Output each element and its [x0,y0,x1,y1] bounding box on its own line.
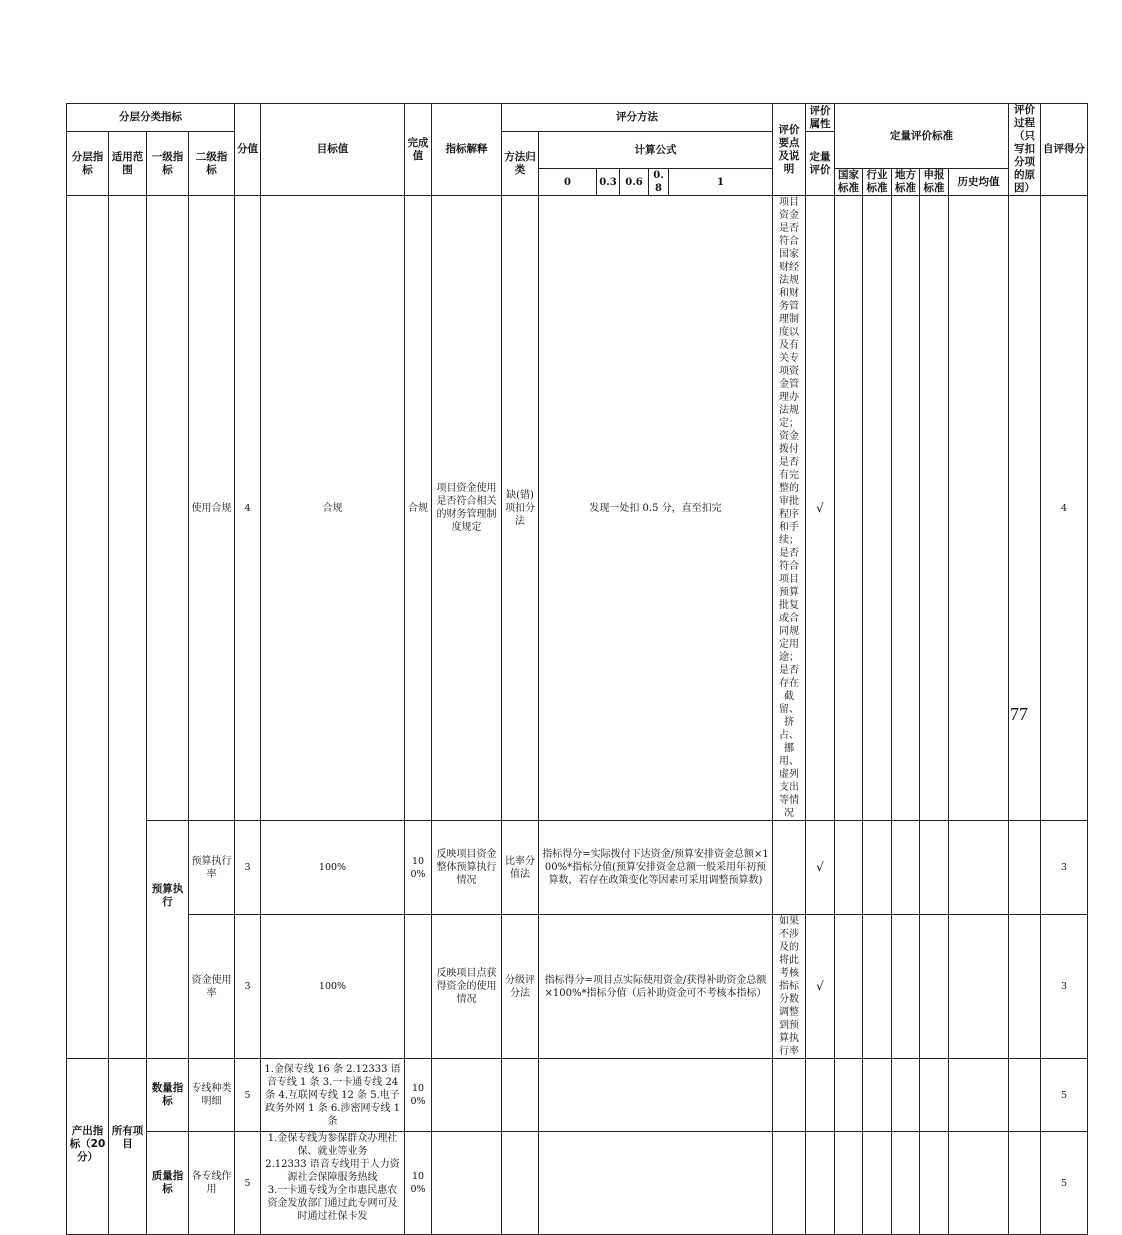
formula-cell: 指标得分=实际拨付下达资金/预算安排资金总额×100%*指标分值(预算安排资金总额一般采用年初预算数，若存在政策变化等因素可采用调整预算数) [539,821,773,915]
evaluation-table [66,103,1088,1235]
self-score-cell: 3 [1041,821,1088,915]
standard-historical-header: 历史均值 [949,169,1009,196]
level2-header: 二级指标 [189,132,235,196]
explanation-header: 指标解释 [432,104,502,196]
formula-point-0: 0 [539,169,597,196]
level2-cell: 资金使用率 [189,915,235,1059]
standard-national-header: 国家标准 [835,169,863,196]
explanation-cell: 反映项目点获得资金的使用情况 [432,915,502,1059]
score-header: 分值 [235,104,261,196]
self-score-header: 自评得分 [1041,104,1088,196]
score-cell: 4 [235,196,261,821]
completion-cell: 合规 [405,196,432,821]
target-line: 3.一卡通专线为全市惠民惠农资金发放部门通过此专网可及时通过社保卡发 [267,1185,398,1222]
key-points-header: 评价要点及说明 [773,104,806,196]
level2-cell: 使用合规 [189,196,235,821]
target-cell [261,1132,405,1235]
quantitative-check-mark: √ [806,915,835,1059]
completion-cell: 100% [405,1132,432,1235]
completion-cell: 100% [405,821,432,915]
quantitative-header: 定量评价 [806,132,835,196]
formula-point-2: 0.6 [620,169,649,196]
standard-industry-header: 行业标准 [863,169,892,196]
formula-point-4: 1 [669,169,773,196]
formula-point-3: 0.8 [649,169,669,196]
formula-header: 计算公式 [539,132,773,169]
level1-cell: 数量指标 [147,1059,189,1132]
scope-cell-empty [109,196,147,1059]
method-type-header: 方法归类 [502,132,539,196]
table-row [67,196,1088,821]
self-score-cell: 3 [1041,915,1088,1059]
score-cell: 3 [235,821,261,915]
attribute-header: 评价属性 [806,104,835,132]
quantitative-check-mark: √ [806,821,835,915]
layer-cell-empty [67,196,109,1059]
self-score-cell: 4 [1041,196,1088,821]
table-row [67,1059,1088,1132]
target-cell: 合规 [261,196,405,821]
level1-header: 一级指标 [147,132,189,196]
target-cell: 100% [261,915,405,1059]
table-row [67,821,1088,915]
score-cell: 5 [235,1132,261,1235]
target-value-header: 目标值 [261,104,405,196]
self-score-cell: 5 [1041,1132,1088,1235]
self-score-cell: 5 [1041,1059,1088,1132]
method-cell: 分级评分法 [502,915,539,1059]
formula-cell: 发现一处扣 0.5 分，直至扣完 [539,196,773,821]
formula-cell: 指标得分=项目点实际使用资金/获得补助资金总额×100%*指标分值（后补助资金可不考核本指标） [539,915,773,1059]
level1-cell: 质量指标 [147,1132,189,1235]
level2-cell: 专线种类明细 [189,1059,235,1132]
method-cell: 比率分值法 [502,821,539,915]
target-cell: 1.金保专线 16 条 2.12333 语音专线 1 条 3.一卡通专线 24 条 4.互联网专线 12 条 5.电子政务外网 1 条 6.涉密网专线 1 条 [261,1059,405,1132]
completion-value-header: 完成值 [405,104,432,196]
scope-header: 适用范围 [109,132,147,196]
layer-indicator-header: 分层指标 [67,132,109,196]
key-points-cell: 如果不涉及的将此考核指标分数调整到预算执行率 [773,915,806,1059]
table-row [67,1132,1088,1235]
method-group-header: 评分方法 [502,104,773,132]
level2-cell: 各专线作用 [189,1132,235,1235]
group-indicator-header: 分层分类指标 [67,104,235,132]
level1-cell-empty [147,196,189,821]
level1-cell: 预算执行 [147,821,189,1059]
target-line: 1.金保专线为参保群众办理社保、就业等业务 [267,1133,398,1157]
standard-declared-header: 申报标准 [920,169,949,196]
table-row [67,915,1088,1059]
target-line: 2.12333 语音专线用于人力资源社会保障服务热线 [265,1159,400,1183]
explanation-cell: 项目资金使用是否符合相关的财务管理制度规定 [432,196,502,821]
target-cell: 100% [261,821,405,915]
layer-cell: 产出指标（20分） [67,1059,109,1235]
scope-cell: 所有项目 [109,1059,147,1235]
score-cell: 3 [235,915,261,1059]
standard-local-header: 地方标准 [892,169,920,196]
level2-cell: 预算执行率 [189,821,235,915]
explanation-cell: 反映项目资金整体预算执行情况 [432,821,502,915]
quantitative-check-mark: √ [806,196,835,821]
completion-cell: 100% [405,1059,432,1132]
key-points-cell [773,821,806,915]
completion-cell [405,915,432,1059]
key-points-cell: 项目资金是否符合国家财经法规和财务管理制度以及有关专项资金管理办法规定；资金拨付是否有完整的审批程序和手续；是否符合项目预算批复或合同规定用途；是否存在截留、挤占、挪用、虚列支出等情况 [773,196,806,821]
process-header: 评价过程（只写扣分项的原因） [1009,104,1041,196]
quant-standard-header: 定量评价标准 [835,104,1009,169]
page-number: 77 [1010,704,1028,724]
method-cell: 缺(错)项扣分法 [502,196,539,821]
score-cell: 5 [235,1059,261,1132]
formula-point-1: 0.3 [597,169,620,196]
